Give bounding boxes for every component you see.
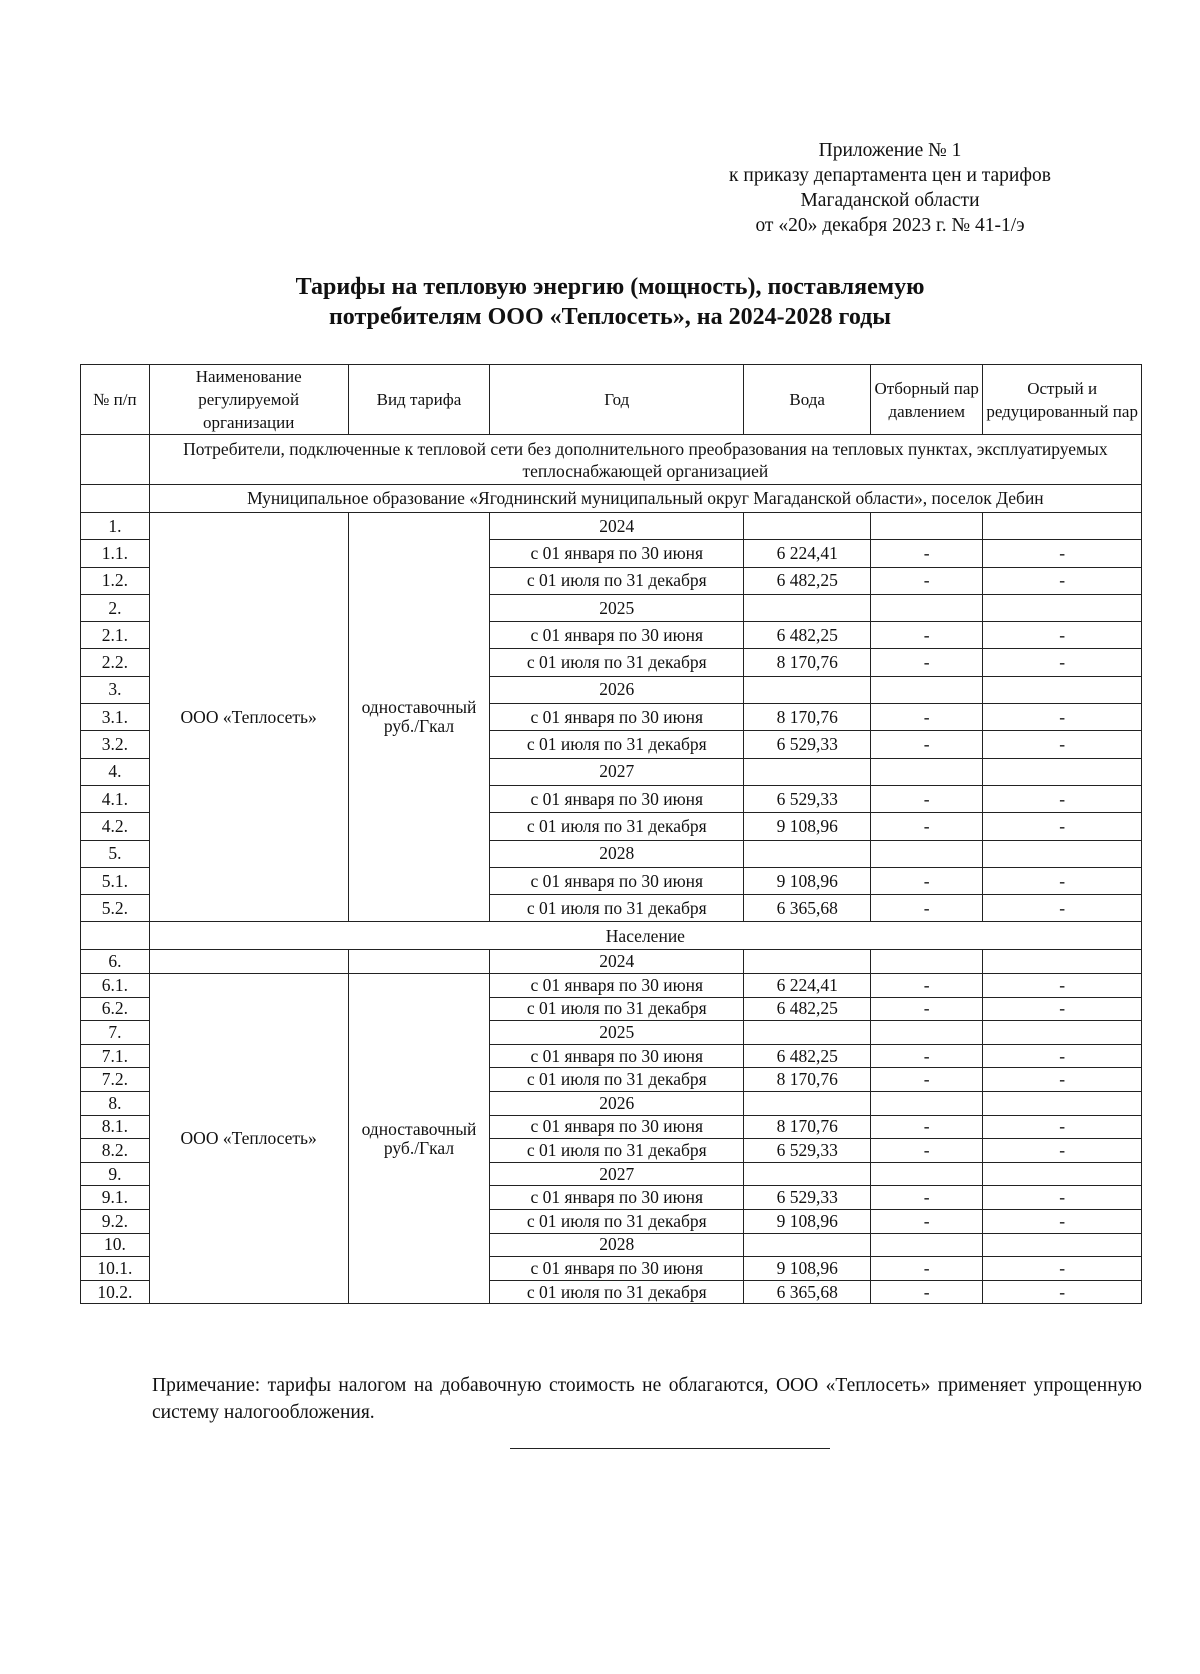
period-cell: 2028 bbox=[490, 1233, 744, 1257]
row-number: 2.1. bbox=[81, 622, 150, 649]
row-number: 4.2. bbox=[81, 813, 150, 840]
row-number: 5. bbox=[81, 840, 150, 867]
steam-tariff: - bbox=[871, 1139, 983, 1163]
sharp-steam-tariff: - bbox=[983, 1068, 1142, 1092]
period-cell: с 01 января по 30 июня bbox=[490, 974, 744, 998]
empty-cell bbox=[81, 922, 150, 950]
sharp-steam-tariff bbox=[983, 950, 1142, 974]
steam-tariff: - bbox=[871, 1068, 983, 1092]
row-number: 3.1. bbox=[81, 704, 150, 731]
row-number: 10.1. bbox=[81, 1257, 150, 1281]
steam-tariff: - bbox=[871, 1115, 983, 1139]
row-number: 5.1. bbox=[81, 867, 150, 894]
section-row bbox=[81, 435, 1142, 485]
water-tariff: 8 170,76 bbox=[744, 1115, 871, 1139]
sharp-steam-tariff: - bbox=[983, 1115, 1142, 1139]
row-number: 3.2. bbox=[81, 731, 150, 758]
row-number: 7.2. bbox=[81, 1068, 150, 1092]
period-cell: 2025 bbox=[490, 594, 744, 621]
period-cell: с 01 января по 30 июня bbox=[490, 867, 744, 894]
period-cell: 2024 bbox=[490, 950, 744, 974]
sharp-steam-tariff: - bbox=[983, 997, 1142, 1021]
water-tariff: 6 529,33 bbox=[744, 785, 871, 812]
steam-tariff bbox=[871, 758, 983, 785]
period-cell: 2026 bbox=[490, 676, 744, 703]
period-cell: с 01 января по 30 июня bbox=[490, 1186, 744, 1210]
water-tariff: 6 529,33 bbox=[744, 731, 871, 758]
steam-tariff bbox=[871, 1092, 983, 1116]
tariffs-table bbox=[80, 364, 1142, 1304]
row-number: 1. bbox=[81, 513, 150, 540]
sharp-steam-tariff: - bbox=[983, 974, 1142, 998]
row-number: 10. bbox=[81, 1233, 150, 1257]
row-number: 2. bbox=[81, 594, 150, 621]
header-water: Вода bbox=[744, 365, 871, 435]
water-tariff bbox=[744, 1092, 871, 1116]
steam-tariff: - bbox=[871, 622, 983, 649]
steam-tariff: - bbox=[871, 1209, 983, 1233]
steam-tariff: - bbox=[871, 1186, 983, 1210]
sharp-steam-tariff: - bbox=[983, 1044, 1142, 1068]
organization-name: ООО «Теплосеть» bbox=[149, 513, 348, 922]
period-cell: с 01 января по 30 июня bbox=[490, 785, 744, 812]
empty-cell bbox=[348, 950, 490, 974]
period-cell: 2025 bbox=[490, 1021, 744, 1045]
steam-tariff bbox=[871, 950, 983, 974]
sharp-steam-tariff: - bbox=[983, 1186, 1142, 1210]
table-row bbox=[81, 974, 1142, 998]
period-cell: с 01 января по 30 июня bbox=[490, 704, 744, 731]
period-cell: с 01 января по 30 июня bbox=[490, 622, 744, 649]
empty-cell bbox=[81, 485, 150, 513]
empty-cell bbox=[81, 435, 150, 485]
table-row bbox=[81, 513, 1142, 540]
row-number: 7.1. bbox=[81, 1044, 150, 1068]
title-line: потребителям ООО «Теплосеть», на 2024-2028 годы bbox=[328, 304, 892, 330]
steam-tariff: - bbox=[871, 1257, 983, 1281]
steam-tariff: - bbox=[871, 974, 983, 998]
row-number: 4. bbox=[81, 758, 150, 785]
water-tariff: 9 108,96 bbox=[744, 1257, 871, 1281]
municipality-label: Муниципальное образование «Ягоднинский муниципальный округ Магаданской области», поселок Дебин bbox=[149, 485, 1141, 513]
row-number: 10.2. bbox=[81, 1280, 150, 1304]
water-tariff: 6 224,41 bbox=[744, 540, 871, 567]
sharp-steam-tariff bbox=[983, 594, 1142, 621]
steam-tariff: - bbox=[871, 1280, 983, 1304]
period-cell: с 01 января по 30 июня bbox=[490, 1044, 744, 1068]
appendix-line: от «20» декабря 2023 г. № 41-1/э bbox=[755, 215, 1025, 236]
row-number: 5.2. bbox=[81, 895, 150, 922]
water-tariff: 6 365,68 bbox=[744, 1280, 871, 1304]
steam-tariff bbox=[871, 840, 983, 867]
organization-name: ООО «Теплосеть» bbox=[149, 974, 348, 1304]
appendix-block bbox=[700, 138, 1080, 238]
period-cell: с 01 июля по 31 декабря bbox=[490, 1068, 744, 1092]
sharp-steam-tariff: - bbox=[983, 1209, 1142, 1233]
header-num: № п/п bbox=[81, 365, 150, 435]
period-cell: с 01 июля по 31 декабря bbox=[490, 567, 744, 594]
steam-tariff: - bbox=[871, 704, 983, 731]
title-line: Тарифы на тепловую энергию (мощность), поставляемую bbox=[295, 274, 925, 300]
period-cell: с 01 июля по 31 декабря bbox=[490, 895, 744, 922]
steam-tariff: - bbox=[871, 867, 983, 894]
water-tariff bbox=[744, 513, 871, 540]
appendix-line: к приказу департамента цен и тарифов bbox=[729, 165, 1051, 186]
row-number: 6.1. bbox=[81, 974, 150, 998]
period-cell: с 01 июля по 31 декабря bbox=[490, 997, 744, 1021]
row-number: 9.2. bbox=[81, 1209, 150, 1233]
closing-rule bbox=[510, 1448, 830, 1449]
row-number: 2.2. bbox=[81, 649, 150, 676]
water-tariff bbox=[744, 758, 871, 785]
water-tariff: 6 482,25 bbox=[744, 1044, 871, 1068]
steam-tariff bbox=[871, 594, 983, 621]
steam-tariff: - bbox=[871, 813, 983, 840]
row-number: 6. bbox=[81, 950, 150, 974]
period-cell: с 01 июля по 31 декабря bbox=[490, 1139, 744, 1163]
row-number: 3. bbox=[81, 676, 150, 703]
water-tariff bbox=[744, 1021, 871, 1045]
water-tariff: 8 170,76 bbox=[744, 649, 871, 676]
period-cell: 2027 bbox=[490, 758, 744, 785]
water-tariff: 6 482,25 bbox=[744, 622, 871, 649]
sharp-steam-tariff bbox=[983, 840, 1142, 867]
sharp-steam-tariff: - bbox=[983, 704, 1142, 731]
sharp-steam-tariff bbox=[983, 1233, 1142, 1257]
header-org: Наименование регулируемой организации bbox=[149, 365, 348, 435]
water-tariff bbox=[744, 1162, 871, 1186]
water-tariff bbox=[744, 676, 871, 703]
sharp-steam-tariff: - bbox=[983, 622, 1142, 649]
steam-tariff: - bbox=[871, 895, 983, 922]
water-tariff: 6 529,33 bbox=[744, 1139, 871, 1163]
header-sharp-steam: Острый и редуцированный пар bbox=[983, 365, 1142, 435]
sharp-steam-tariff bbox=[983, 1162, 1142, 1186]
sharp-steam-tariff: - bbox=[983, 813, 1142, 840]
steam-tariff: - bbox=[871, 540, 983, 567]
row-number: 8.1. bbox=[81, 1115, 150, 1139]
steam-tariff: - bbox=[871, 1044, 983, 1068]
water-tariff: 8 170,76 bbox=[744, 1068, 871, 1092]
sharp-steam-tariff: - bbox=[983, 1139, 1142, 1163]
empty-cell bbox=[149, 950, 348, 974]
sharp-steam-tariff: - bbox=[983, 867, 1142, 894]
row-number: 4.1. bbox=[81, 785, 150, 812]
appendix-line: Приложение № 1 bbox=[818, 140, 962, 161]
water-tariff: 8 170,76 bbox=[744, 704, 871, 731]
sharp-steam-tariff: - bbox=[983, 649, 1142, 676]
table-body bbox=[81, 435, 1142, 1304]
period-cell: с 01 января по 30 июня bbox=[490, 540, 744, 567]
header-type: Вид тарифа bbox=[348, 365, 490, 435]
row-number: 1.2. bbox=[81, 567, 150, 594]
period-cell: с 01 июля по 31 декабря bbox=[490, 1280, 744, 1304]
steam-tariff: - bbox=[871, 649, 983, 676]
sharp-steam-tariff: - bbox=[983, 540, 1142, 567]
tariff-type: одноставочный руб./Гкал bbox=[348, 974, 490, 1304]
section-consumers: Потребители, подключенные к тепловой сети без дополнительного преобразования на тепловых пунктах, эксплуатируемых теплоснабжающей организацией bbox=[149, 435, 1141, 485]
steam-tariff: - bbox=[871, 731, 983, 758]
steam-tariff bbox=[871, 676, 983, 703]
tariff-type: одноставочный руб./Гкал bbox=[348, 513, 490, 922]
row-number: 8. bbox=[81, 1092, 150, 1116]
period-cell: 2027 bbox=[490, 1162, 744, 1186]
row-number: 6.2. bbox=[81, 997, 150, 1021]
steam-tariff: - bbox=[871, 997, 983, 1021]
sharp-steam-tariff bbox=[983, 676, 1142, 703]
water-tariff: 6 529,33 bbox=[744, 1186, 871, 1210]
steam-tariff bbox=[871, 1021, 983, 1045]
steam-tariff bbox=[871, 513, 983, 540]
water-tariff: 9 108,96 bbox=[744, 867, 871, 894]
section-row bbox=[81, 922, 1142, 950]
period-cell: с 01 июля по 31 декабря bbox=[490, 1209, 744, 1233]
header-year: Год bbox=[490, 365, 744, 435]
footnote: Примечание: тарифы налогом на добавочную стоимость не облагаются, ООО «Теплосеть» применяет упрощенную систему налогообложения. bbox=[152, 1375, 1142, 1423]
water-tariff: 6 224,41 bbox=[744, 974, 871, 998]
appendix-line: Магаданской области bbox=[800, 190, 980, 211]
row-number: 8.2. bbox=[81, 1139, 150, 1163]
steam-tariff bbox=[871, 1233, 983, 1257]
row-number: 9. bbox=[81, 1162, 150, 1186]
header-row bbox=[81, 365, 1142, 435]
sharp-steam-tariff: - bbox=[983, 1280, 1142, 1304]
water-tariff: 9 108,96 bbox=[744, 1209, 871, 1233]
steam-tariff: - bbox=[871, 567, 983, 594]
sharp-steam-tariff: - bbox=[983, 1257, 1142, 1281]
row-number: 9.1. bbox=[81, 1186, 150, 1210]
period-cell: 2028 bbox=[490, 840, 744, 867]
table-row bbox=[81, 950, 1142, 974]
sharp-steam-tariff: - bbox=[983, 785, 1142, 812]
row-number: 7. bbox=[81, 1021, 150, 1045]
header-steam: Отборный пар давлением bbox=[871, 365, 983, 435]
period-cell: 2026 bbox=[490, 1092, 744, 1116]
water-tariff: 6 482,25 bbox=[744, 997, 871, 1021]
water-tariff bbox=[744, 1233, 871, 1257]
period-cell: с 01 января по 30 июня bbox=[490, 1257, 744, 1281]
sharp-steam-tariff bbox=[983, 758, 1142, 785]
steam-tariff: - bbox=[871, 785, 983, 812]
row-number: 1.1. bbox=[81, 540, 150, 567]
period-cell: с 01 июля по 31 декабря bbox=[490, 731, 744, 758]
section-population: Население bbox=[149, 922, 1141, 950]
water-tariff: 9 108,96 bbox=[744, 813, 871, 840]
water-tariff bbox=[744, 950, 871, 974]
period-cell: с 01 июля по 31 декабря bbox=[490, 649, 744, 676]
water-tariff: 6 365,68 bbox=[744, 895, 871, 922]
water-tariff: 6 482,25 bbox=[744, 567, 871, 594]
period-cell: с 01 января по 30 июня bbox=[490, 1115, 744, 1139]
municipality-row bbox=[81, 485, 1142, 513]
sharp-steam-tariff bbox=[983, 1021, 1142, 1045]
sharp-steam-tariff: - bbox=[983, 895, 1142, 922]
period-cell: с 01 июля по 31 декабря bbox=[490, 813, 744, 840]
water-tariff bbox=[744, 840, 871, 867]
water-tariff bbox=[744, 594, 871, 621]
steam-tariff bbox=[871, 1162, 983, 1186]
sharp-steam-tariff: - bbox=[983, 731, 1142, 758]
document-title bbox=[160, 272, 1060, 332]
period-cell: 2024 bbox=[490, 513, 744, 540]
sharp-steam-tariff bbox=[983, 513, 1142, 540]
sharp-steam-tariff: - bbox=[983, 567, 1142, 594]
sharp-steam-tariff bbox=[983, 1092, 1142, 1116]
